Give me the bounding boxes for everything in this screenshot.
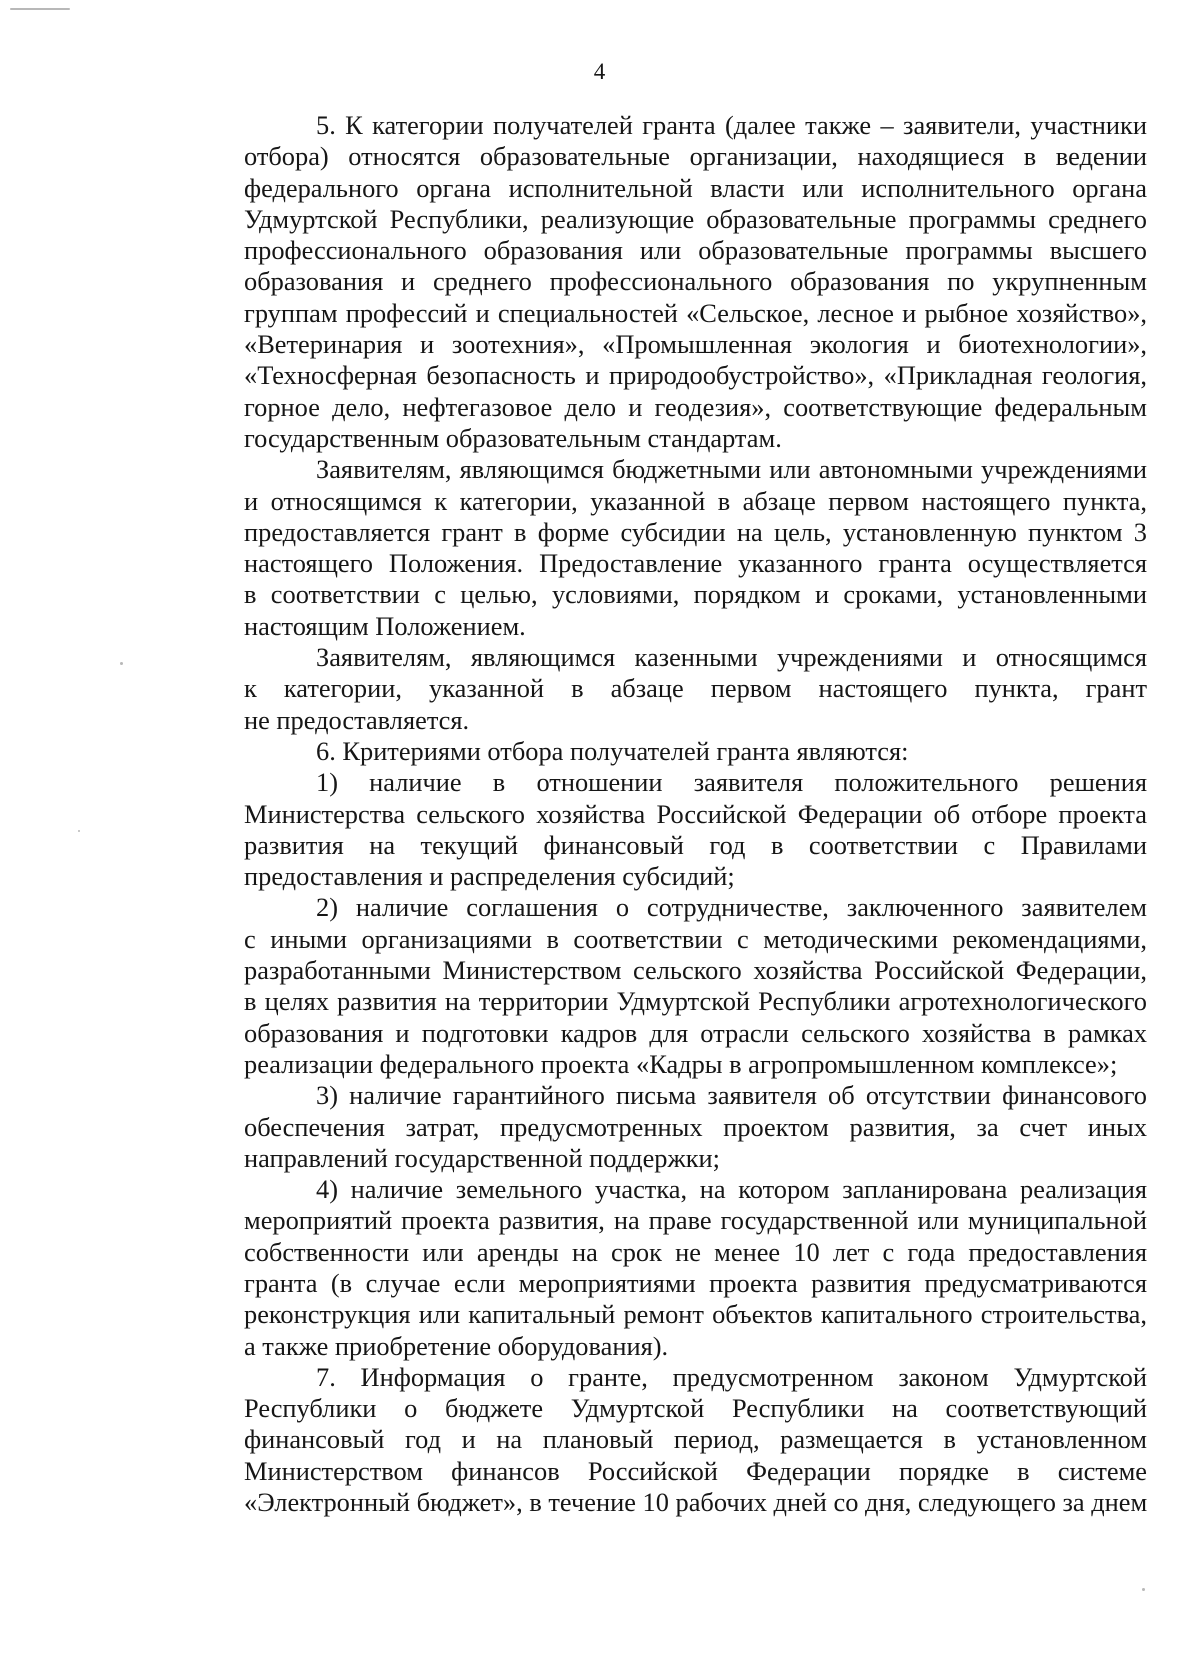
text-line: настоящим Положением. — [244, 610, 526, 641]
criterion-2 — [172, 892, 1147, 1080]
text-line: гранта (в случае если мероприятиями проекта развития предусматриваются — [244, 1267, 1147, 1298]
document-body — [172, 110, 1147, 1518]
scan-speck — [120, 662, 123, 665]
scan-speck — [78, 830, 80, 832]
text-line: разработанными Министерством сельского хозяйства Российской Федерации, — [244, 955, 1147, 986]
paragraph-item-7 — [172, 1362, 1147, 1518]
text-line: в целях развития на территории Удмуртской Республики агротехнологического — [244, 986, 1147, 1017]
scan-speck — [10, 8, 70, 10]
text-line: образования и подготовки кадров для отрасли сельского хозяйства в рамках — [244, 1017, 1147, 1048]
text-line: профессионального образования или образовательные программы высшего — [244, 235, 1147, 266]
text-line: предоставляется грант в форме субсидии на цель, установленную пунктом 3 — [244, 516, 1147, 547]
text-line: направлений государственной поддержки; — [244, 1142, 720, 1173]
text-line: Заявителям, являющимся казенными учреждениями и относящимся — [316, 642, 1147, 673]
text-line: мероприятий проекта развития, на праве государственной или муниципальной — [244, 1205, 1147, 1236]
paragraph-budget-institutions — [172, 454, 1147, 642]
paragraph-item-5 — [172, 110, 1147, 454]
text-line: 5. К категории получателей гранта (далее также – заявители, участники — [316, 110, 1147, 140]
text-line: 1) наличие в отношении заявителя положительного решения — [316, 767, 1147, 798]
text-line: к категории, указанной в абзаце первом настоящего пункта, грант — [244, 673, 1147, 704]
text-line: 3) наличие гарантийного письма заявителя об отсутствии финансового — [316, 1080, 1147, 1111]
text-line: обеспечения затрат, предусмотренных проектом развития, за счет иных — [244, 1111, 1147, 1142]
text-line: и относящимся к категории, указанной в абзаце первом настоящего пункта, — [244, 485, 1147, 516]
text-line: не предоставляется. — [244, 704, 470, 735]
text-line: 2) наличие соглашения о сотрудничестве, заключенного заявителем — [316, 892, 1147, 923]
text-line: группам профессий и специальностей «Сельское, лесное и рыбное хозяйство», — [244, 297, 1147, 328]
text-line: Заявителям, являющимся бюджетными или автономными учреждениями — [316, 454, 1147, 485]
text-line: Министерством финансов Российской Федерации порядке в системе — [244, 1455, 1147, 1486]
text-line: государственным образовательным стандартам. — [244, 422, 782, 453]
text-line: федерального органа исполнительной власти или исполнительного органа — [244, 172, 1147, 203]
text-line: «Электронный бюджет», в течение 10 рабочих дней со дня, следующего за днем — [244, 1487, 1148, 1518]
text-line: развития на текущий финансовый год в соответствии с Правилами — [244, 829, 1147, 860]
text-line: Удмуртской Республики, реализующие образовательные программы среднего — [244, 203, 1147, 234]
text-line: 4) наличие земельного участка, на котором запланирована реализация — [316, 1174, 1147, 1205]
scan-speck — [1142, 1588, 1145, 1591]
text-line: «Ветеринария и зоотехния», «Промышленная экология и биотехнологии», — [244, 329, 1147, 360]
text-line: 7. Информация о гранте, предусмотренном законом Удмуртской — [316, 1361, 1147, 1392]
text-line: образования и среднего профессионального образования по укрупненным — [244, 266, 1147, 297]
text-line: Министерства сельского хозяйства Российской Федерации об отборе проекта — [244, 798, 1147, 829]
text-line: реконструкция или капитальный ремонт объектов капитального строительства, — [244, 1299, 1147, 1330]
text-line: 6. Критериями отбора получателей гранта являются: — [316, 735, 909, 766]
text-line: а также приобретение оборудования). — [244, 1330, 669, 1361]
text-line: в соответствии с целью, условиями, порядком и сроками, установленными — [244, 579, 1147, 610]
text-line: с иными организациями в соответствии с методическими рекомендациями, — [244, 923, 1147, 954]
text-line: настоящего Положения. Предоставление указанного гранта осуществляется — [244, 548, 1147, 579]
criterion-3 — [172, 1080, 1147, 1174]
text-line: собственности или аренды на срок не менее 10 лет с года предоставления — [244, 1236, 1147, 1267]
text-line: реализации федерального проекта «Кадры в агропромышленном комплексе»; — [244, 1048, 1118, 1079]
text-line: горное дело, нефтегазовое дело и геодезия», соответствующие федеральным — [244, 391, 1147, 422]
text-line: финансовый год и на плановый период, размещается в установленном — [244, 1424, 1147, 1455]
text-line: Республики о бюджете Удмуртской Республики на соответствующий — [244, 1393, 1147, 1424]
page-number: 4 — [593, 59, 606, 84]
text-line: «Техносферная безопасность и природообустройство», «Прикладная геология, — [244, 360, 1147, 391]
text-line: отбора) относятся образовательные организации, находящиеся в ведении — [244, 141, 1147, 172]
criterion-4 — [172, 1174, 1147, 1362]
paragraph-item-6 — [172, 736, 1147, 767]
paragraph-state-institutions — [172, 642, 1147, 736]
criterion-1 — [172, 767, 1147, 892]
text-line: предоставления и распределения субсидий; — [244, 861, 735, 892]
